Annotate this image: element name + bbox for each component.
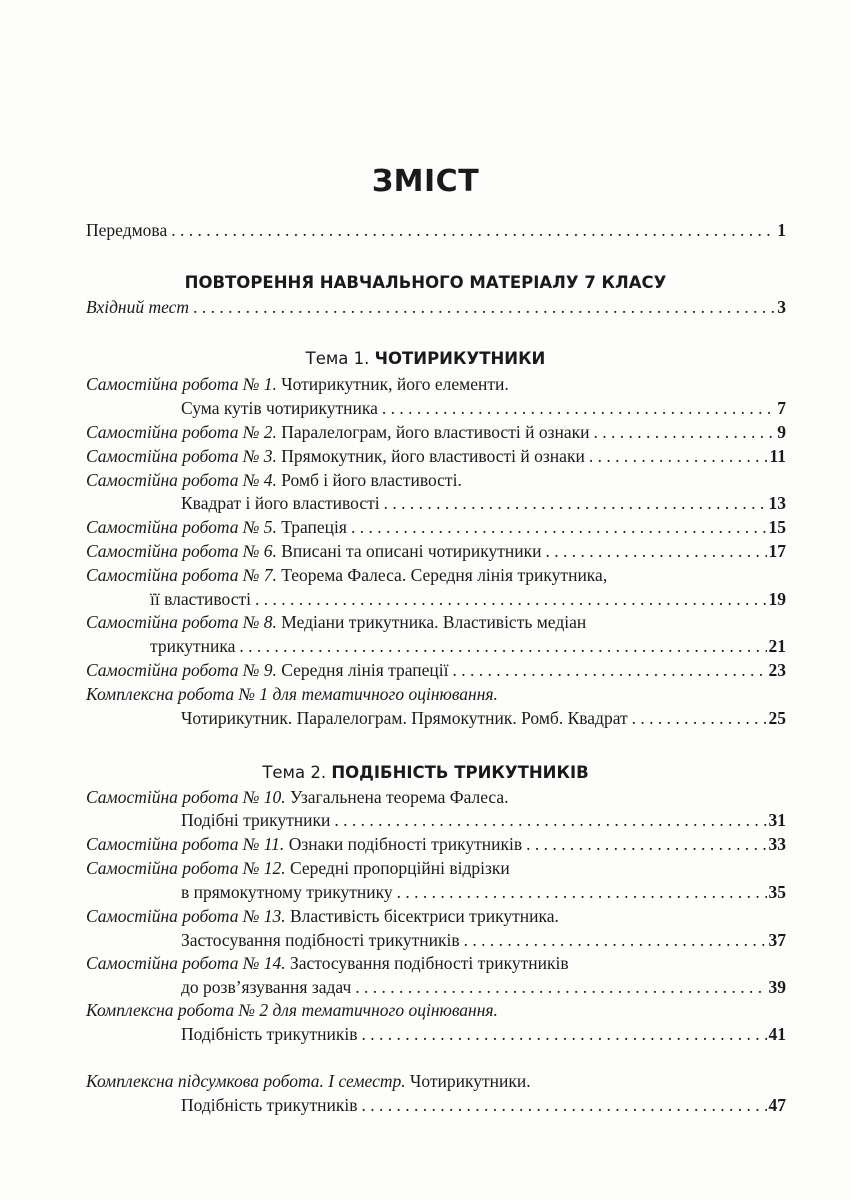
page-number: 7 <box>777 398 786 418</box>
toc-entry-label: Вхідний тест <box>86 297 190 317</box>
toc-entry-label: Самостійна робота № 12. <box>86 858 286 878</box>
toc-entry-text: Середні пропорційні відрізки <box>289 858 510 878</box>
toc-entry-text: Прямокутник, його властивості й ознаки <box>281 446 585 466</box>
toc-entry-line1[interactable] <box>86 999 786 1021</box>
toc-entry-text: Квадрат і його властивості <box>181 493 380 513</box>
topic-heading-1 <box>0 349 851 368</box>
toc-entry-label: Самостійна робота № 14. <box>86 953 286 973</box>
page-number: 19 <box>768 589 786 609</box>
toc-entry[interactable] <box>86 421 786 443</box>
page-title: ЗМІСТ <box>371 164 480 199</box>
toc-entry-text: Трапеція <box>281 517 347 537</box>
toc-entry-line2[interactable] <box>150 588 786 610</box>
page-number: 13 <box>768 493 786 513</box>
page-number: 21 <box>768 636 786 656</box>
toc-entry-text: Застосування подібності трикутників <box>181 930 460 950</box>
toc-entry-label: Самостійна робота № 7. <box>86 565 277 585</box>
toc-entry-text: Подібні трикутники <box>181 810 331 830</box>
toc-entry-text: Чотирикутники. <box>410 1071 531 1091</box>
toc-entry-text: Вписані та описані чотирикутники <box>281 541 542 561</box>
topic-name: ЧОТИРИКУТНИКИ <box>374 349 546 368</box>
leader-dots <box>239 635 766 657</box>
toc-entry-line1[interactable] <box>86 469 786 491</box>
toc-entry-line1[interactable] <box>86 905 786 927</box>
toc-entry-line1[interactable] <box>86 952 786 974</box>
page-number: 25 <box>768 708 786 728</box>
toc-entry-text: Ромб і його властивості. <box>281 470 462 490</box>
toc-entry-line2[interactable] <box>181 881 786 903</box>
toc-entry-label: Комплексна робота № 1 для тематичного оцінювання. <box>86 684 498 704</box>
toc-entry-label: Комплексна підсумкова робота. І семестр. <box>86 1071 406 1091</box>
leader-dots <box>193 296 775 318</box>
toc-entry-text: трикутника <box>150 636 236 656</box>
page-number: 3 <box>777 297 786 317</box>
page-number: 37 <box>768 930 786 950</box>
toc-entry-line1[interactable] <box>86 683 786 705</box>
toc-entry-line2[interactable] <box>181 707 786 729</box>
toc-entry-text: до розв’язування задач <box>181 977 352 997</box>
toc-entry-text: Середня лінія трапеції <box>281 660 449 680</box>
toc-entry-label: Самостійна робота № 3. <box>86 446 277 466</box>
toc-entry-label: Комплексна робота № 2 для тематичного оцінювання. <box>86 1000 498 1020</box>
toc-entry-text: Застосування подібності трикутників <box>289 953 569 973</box>
toc-entry-final-line1[interactable] <box>86 1070 786 1092</box>
toc-entry-label: Самостійна робота № 13. <box>86 906 286 926</box>
toc-entry-text: Передмова <box>86 220 168 240</box>
page-number: 23 <box>768 660 786 680</box>
toc-entry-line2[interactable] <box>181 976 786 998</box>
toc-entry-text: Медіани трикутника. Властивість медіан <box>281 612 587 632</box>
leader-dots <box>452 659 766 681</box>
topic-heading-2 <box>0 763 851 782</box>
toc-entry-line2[interactable] <box>150 635 786 657</box>
toc-entry-label: Самостійна робота № 8. <box>86 612 277 632</box>
toc-entry-label: Самостійна робота № 4. <box>86 470 277 490</box>
toc-entry[interactable] <box>86 540 786 562</box>
page-number: 33 <box>768 834 786 854</box>
toc-entry-line1[interactable] <box>86 857 786 879</box>
toc-entry[interactable] <box>86 833 786 855</box>
toc-entry-entry-test[interactable] <box>86 296 786 318</box>
toc-entry-line2[interactable] <box>181 397 786 419</box>
page-number: 31 <box>768 810 786 830</box>
toc-entry-line2[interactable] <box>181 492 786 514</box>
toc-entry-label: Самостійна робота № 1. <box>86 374 277 394</box>
toc-entry-text: Ознаки подібності трикутників <box>288 834 523 854</box>
section-heading <box>0 273 851 292</box>
leader-dots <box>171 219 775 241</box>
toc-entry[interactable] <box>86 659 786 681</box>
topic-name: ПОДІБНІСТЬ ТРИКУТНИКІВ <box>331 763 589 782</box>
toc-entry-line2[interactable] <box>181 1023 786 1045</box>
leader-dots <box>255 588 766 610</box>
toc-entry-line1[interactable] <box>86 564 786 586</box>
page-number: 41 <box>768 1024 786 1044</box>
toc-entry-final-line2[interactable] <box>181 1094 786 1116</box>
toc-entry-label: Самостійна робота № 11. <box>86 834 285 854</box>
leader-dots <box>594 421 776 443</box>
leader-dots <box>464 929 767 951</box>
toc-entry-text: Подібність трикутників <box>181 1024 358 1044</box>
toc-entry-line2[interactable] <box>181 809 786 831</box>
leader-dots <box>351 516 767 538</box>
page-number: 11 <box>769 446 786 466</box>
leader-dots <box>362 1094 767 1116</box>
leader-dots <box>382 397 775 419</box>
section-heading-text: ПОВТОРЕННЯ НАВЧАЛЬНОГО МАТЕРІАЛУ 7 КЛАСУ <box>184 273 667 292</box>
toc-entry-text: Узагальнена теорема Фалеса. <box>289 787 509 807</box>
page-number: 1 <box>777 220 786 240</box>
toc-entry-text: її властивості <box>150 589 252 609</box>
toc-entry-preface[interactable] <box>86 219 786 241</box>
toc-entry-text: Теорема Фалеса. Середня лінія трикутника, <box>281 565 608 585</box>
page-number: 39 <box>768 977 786 997</box>
toc-entry-label: Самостійна робота № 9. <box>86 660 277 680</box>
leader-dots <box>384 492 767 514</box>
toc-entry[interactable] <box>86 516 786 538</box>
toc-entry-text: Паралелограм, його властивості й ознаки <box>281 422 590 442</box>
page-number: 9 <box>777 422 786 442</box>
toc-entry-text: в прямокутному трикутнику <box>181 882 393 902</box>
toc-entry-text: Чотирикутник. Паралелограм. Прямокутник. Ромб. Квадрат <box>181 708 628 728</box>
page-number: 17 <box>768 541 786 561</box>
toc-entry-label: Самостійна робота № 2. <box>86 422 277 442</box>
leader-dots <box>362 1023 767 1045</box>
toc-entry-text: Чотирикутник, його елементи. <box>281 374 509 394</box>
toc-entry[interactable] <box>86 445 786 467</box>
leader-dots <box>632 707 767 729</box>
toc-entry-line1[interactable] <box>86 373 786 395</box>
toc-entry-label: Самостійна робота № 6. <box>86 541 277 561</box>
toc-entry-text: Сума кутів чотирикутника <box>181 398 378 418</box>
leader-dots <box>589 445 768 467</box>
leader-dots <box>526 833 766 855</box>
toc-entry-line1[interactable] <box>86 786 786 808</box>
page-number: 47 <box>768 1095 786 1115</box>
page-number: 15 <box>768 517 786 537</box>
toc-entry-line1[interactable] <box>86 611 786 633</box>
toc-entry-text: Властивість бісектриси трикутника. <box>289 906 559 926</box>
topic-prefix: Тема 2. <box>262 763 327 782</box>
topic-prefix: Тема 1. <box>305 349 370 368</box>
leader-dots <box>397 881 767 903</box>
toc-entry-line2[interactable] <box>181 929 786 951</box>
leader-dots <box>334 809 766 831</box>
toc-entry-label: Самостійна робота № 10. <box>86 787 286 807</box>
toc-entry-label: Самостійна робота № 5. <box>86 517 277 537</box>
leader-dots <box>355 976 766 998</box>
leader-dots <box>546 540 767 562</box>
page-number: 35 <box>768 882 786 902</box>
toc-entry-text: Подібність трикутників <box>181 1095 358 1115</box>
